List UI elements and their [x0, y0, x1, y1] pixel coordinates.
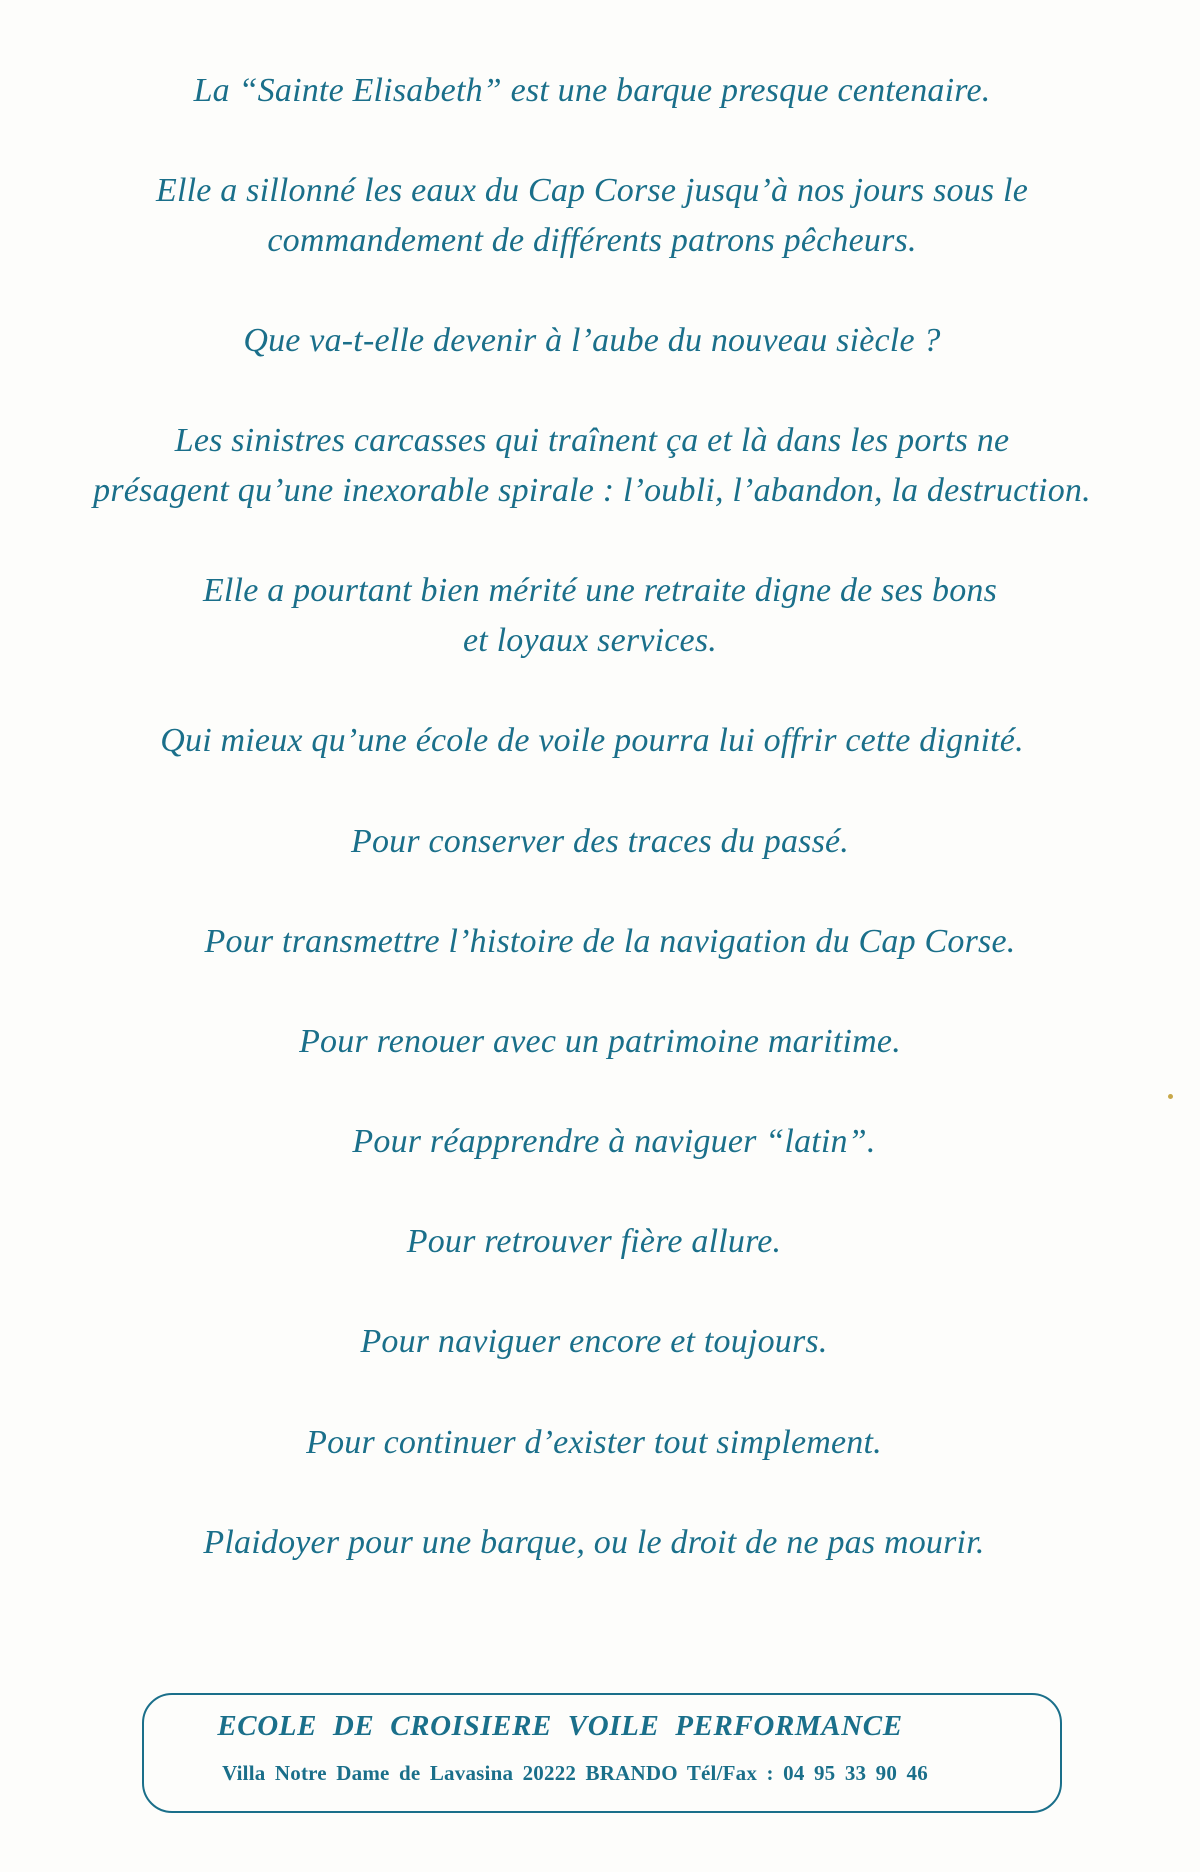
paragraph-allure — [0, 1217, 1194, 1267]
paragraph-line: Pour conserver des traces du passé. — [350, 823, 850, 860]
paragraph-carcasses — [0, 416, 1192, 516]
paragraph-latin — [14, 1117, 1200, 1167]
paragraph-history — [0, 166, 1192, 266]
paragraph-line: Pour réapprendre à naviguer “latin”. — [352, 1123, 876, 1160]
paragraph-line: Qui mieux qu’une école de voile pourra lui offrir cette dignité. — [160, 722, 1024, 759]
paragraph-line: présagent qu’une inexorable spirale : l’oubli, l’abandon, la destruction. — [93, 472, 1091, 509]
paragraph-conserve — [0, 817, 1200, 867]
paragraph-plea — [0, 1518, 1194, 1568]
paragraph-line: commandement de différents patrons pêcheurs. — [267, 222, 917, 259]
paragraph-dignity — [0, 716, 1192, 766]
paragraph-line: Que va-t-elle devenir à l’aube du nouveau siècle ? — [243, 322, 941, 359]
paragraph-sail-on — [0, 1317, 1194, 1367]
paragraph-line: et loyaux services. — [463, 622, 717, 659]
paragraph-line: Elle a sillonné les eaux du Cap Corse jusqu’à nos jours sous le — [155, 172, 1028, 209]
paragraph-line: Pour retrouver fière allure. — [406, 1223, 782, 1260]
paragraph-heritage — [0, 1017, 1200, 1067]
footer-address: Villa Notre Dame de Lavasina 20222 BRANDO Tél/Fax : 04 95 33 90 46 — [222, 1761, 928, 1785]
paragraph-line: Plaidoyer pour une barque, ou le droit de ne pas mourir. — [203, 1524, 985, 1561]
paragraph-retirement — [0, 566, 1200, 666]
paragraph-line: Pour renouer avec un patrimoine maritime. — [299, 1023, 901, 1060]
paragraph-line: Pour transmettre l’histoire de la navigation du Cap Corse. — [204, 923, 1016, 960]
paragraph-intro — [0, 66, 1192, 116]
paragraph-transmit — [10, 917, 1200, 967]
paragraph-line: Pour naviguer encore et toujours. — [360, 1323, 828, 1360]
paragraph-line: Pour continuer d’exister tout simplement. — [306, 1424, 882, 1461]
paragraph-line: La “Sainte Elisabeth” est une barque presque centenaire. — [193, 72, 991, 109]
paragraph-line: Les sinistres carcasses qui traînent ça et là dans les ports ne — [174, 422, 1010, 459]
paragraph-exist — [0, 1418, 1194, 1468]
paragraph-question — [0, 316, 1192, 366]
footer-title: ECOLE DE CROISIERE VOILE PERFORMANCE — [217, 1710, 903, 1742]
paper-speck — [1168, 1094, 1173, 1099]
paragraph-line: Elle a pourtant bien mérité une retraite digne de ses bons — [202, 572, 998, 609]
